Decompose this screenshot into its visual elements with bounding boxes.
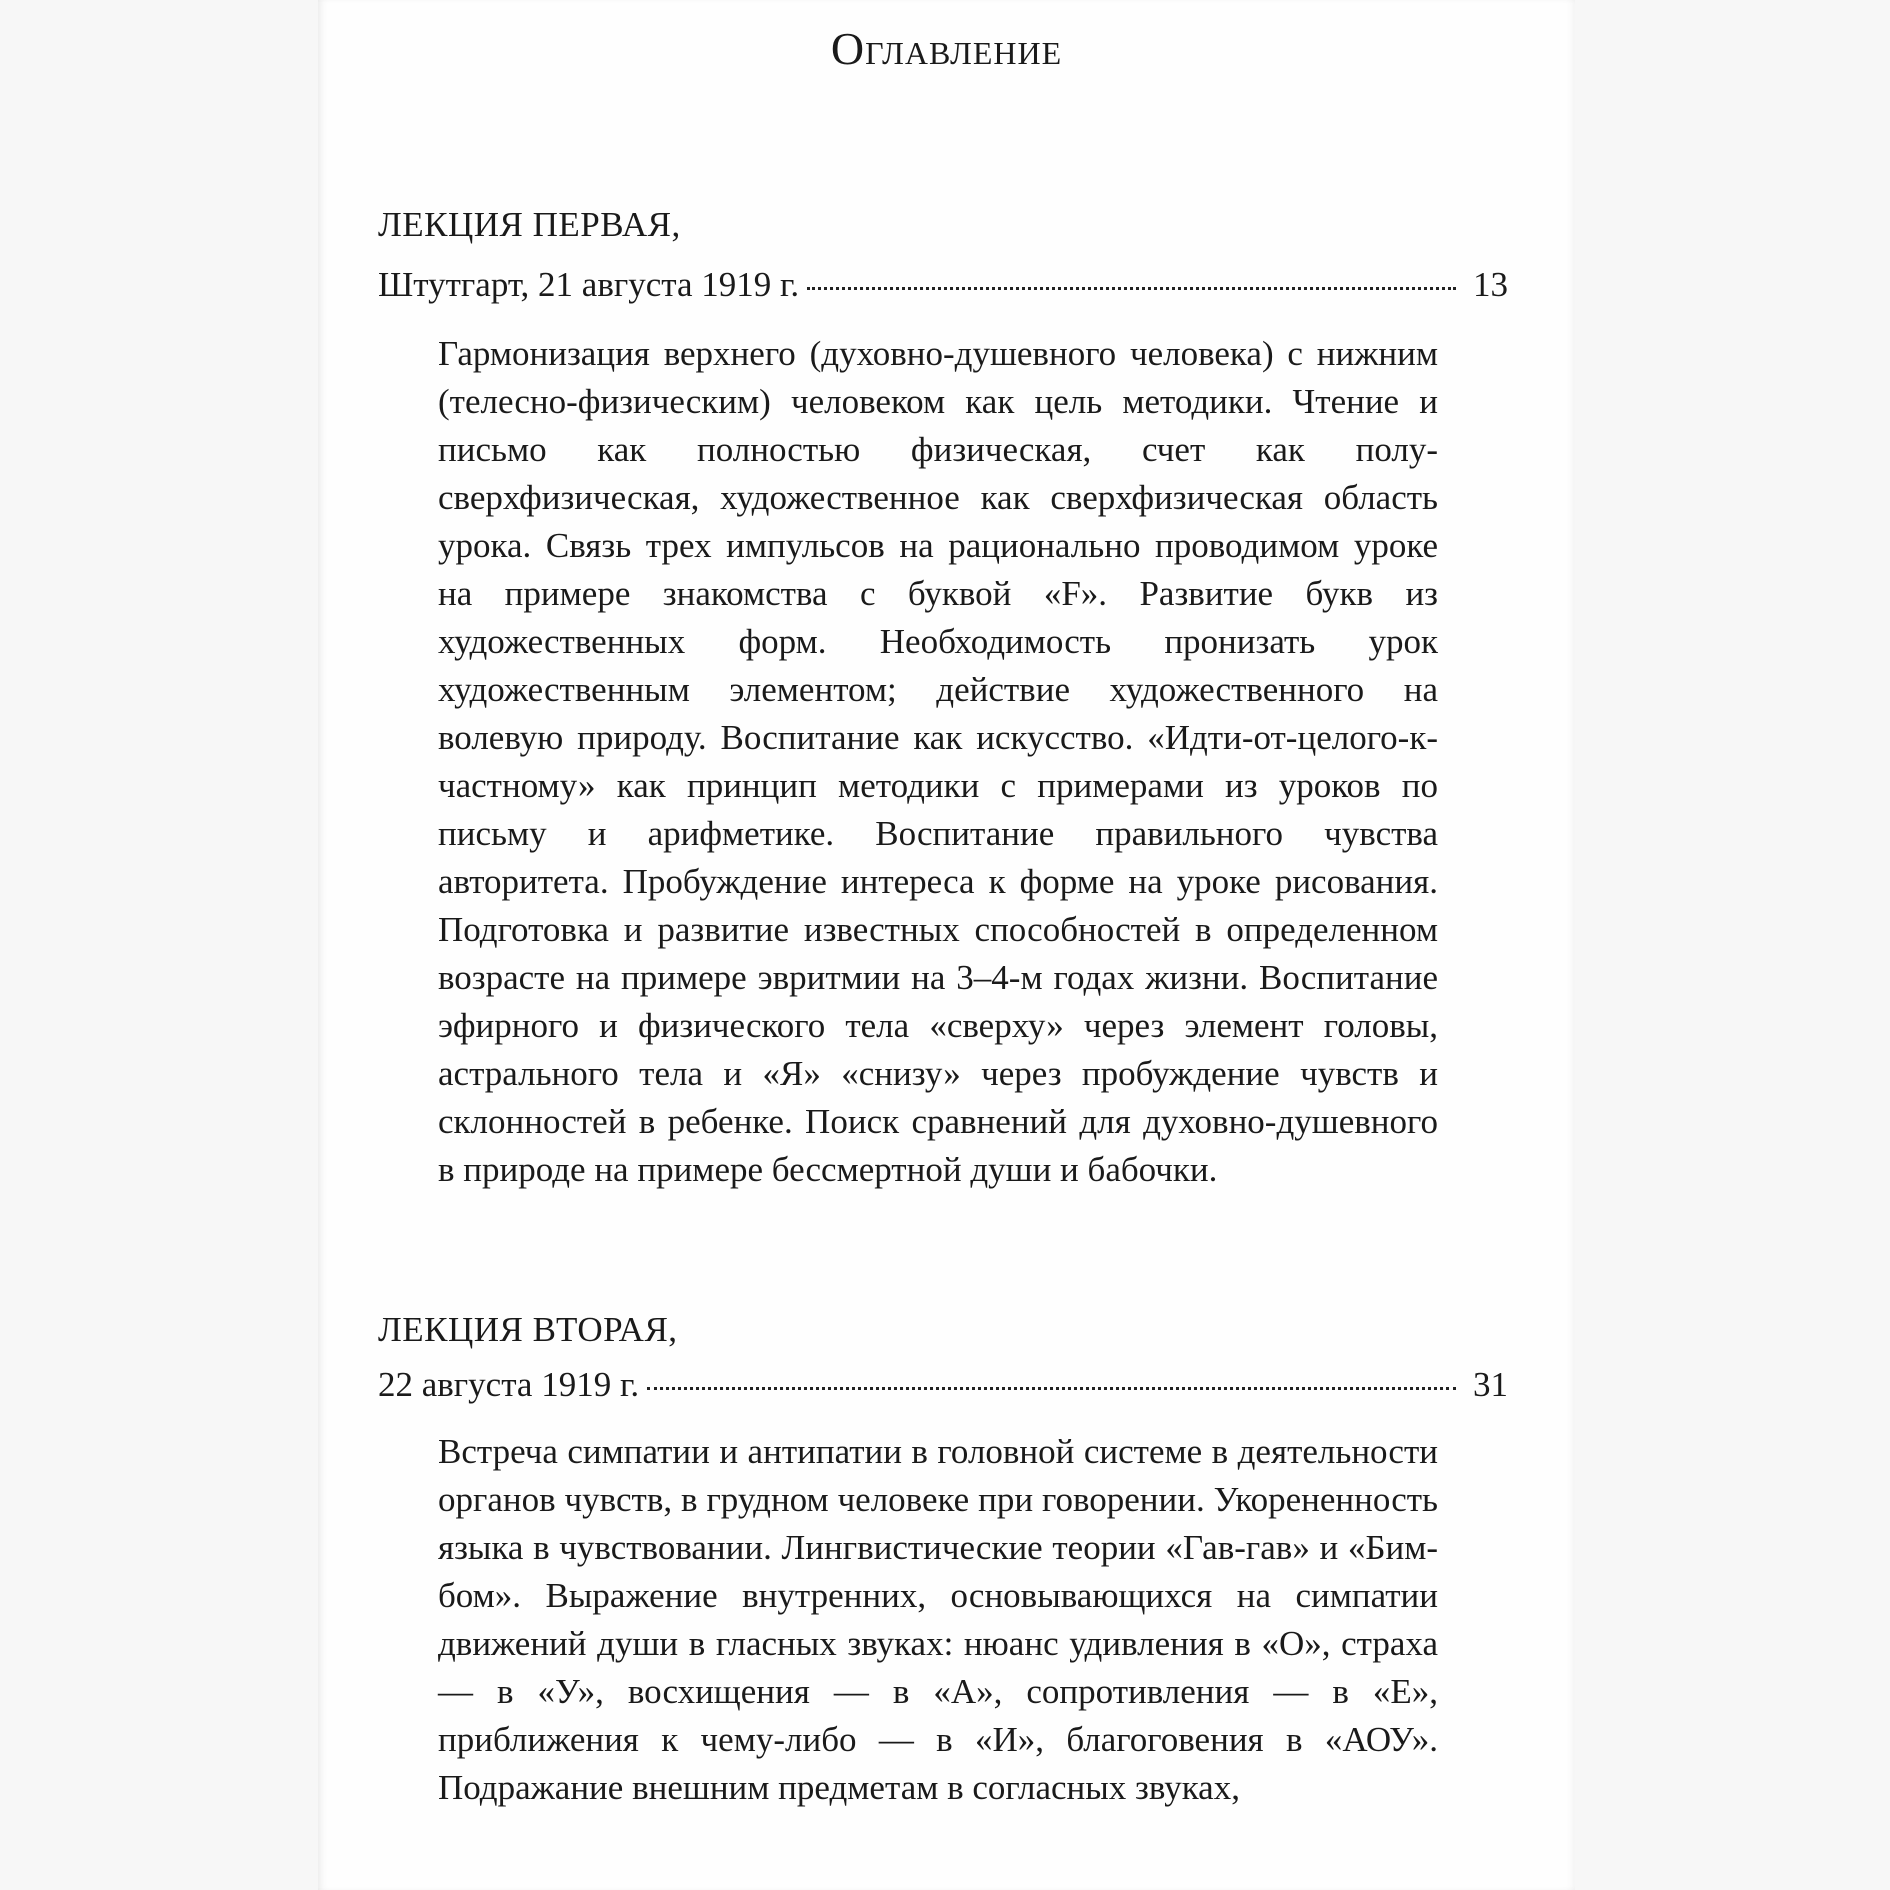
lecture-1-place-date: Штутгарт, 21 августа 1919 г. — [378, 265, 800, 304]
left-background — [0, 0, 318, 1890]
lecture-2-page-number: 31 — [1473, 1365, 1508, 1404]
dot-leader — [647, 1387, 1456, 1390]
lecture-1-page-number: 13 — [1473, 265, 1508, 304]
right-background — [1575, 0, 1890, 1890]
lecture-1-toc-line — [378, 265, 1508, 305]
book-page — [318, 0, 1575, 1890]
lecture-2-toc-line — [378, 1365, 1508, 1405]
lecture-2-heading: ЛЕКЦИЯ ВТОРАЯ, — [378, 1310, 678, 1349]
lecture-2-place-date: 22 августа 1919 г. — [378, 1365, 640, 1404]
lecture-1-summary: Гармонизация верхнего (духовно-душевного человека) с нижним (телесно-физическим) человеком как цель методики. Чтение и письмо как полностью физическая, счет как полу-сверхфизическая, художественное как сверхфизическая область урока. Связь трех импульсов на рационально проводимом уроке на примере знакомства с буквой «F». Развитие букв из художественных форм. Необходимость пронизать урок художественным элементом; действие художественного на волевую природу. Воспитание как искусство. «Идти-от-целого-к-частному» как принцип методики с примерами из уроков по письму и арифметике. Воспитание правильного чувства авторитета. Пробуждение интереса к форме на уроке рисования. Подготовка и развитие известных способностей в определенном возрасте на примере эвритмии на 3–4-м годах жизни. Воспитание эфирного и физического тела «сверху» через элемент головы, астрального тела и «Я» «снизу» через пробуждение чувств и склонностей в ребенке. Поиск сравнений для духовно-душевного в природе на примере бессмертной души и бабочки. — [438, 334, 1438, 1189]
dot-leader — [807, 287, 1456, 290]
lecture-2-summary: Встреча симпатии и антипатии в головной системе в деятельности органов чувств, в грудном человеке при говорении. Укорененность языка в чувствовании. Лингвистические теории «Гав-гав» и «Бим-бом». Выражение внутренних, основывающихся на симпатии движений души в гласных звуках: нюанс удивления в «О», страха — в «У», восхищения — в «А», сопротивления — в «Е», приближения к чему-либо — в «И», благоговения в «АОУ». Подражание внешним предметам в согласных звуках, — [438, 1432, 1438, 1807]
page-title: Оглавление — [830, 23, 1063, 74]
lecture-1-heading: ЛЕКЦИЯ ПЕРВАЯ, — [378, 205, 681, 244]
